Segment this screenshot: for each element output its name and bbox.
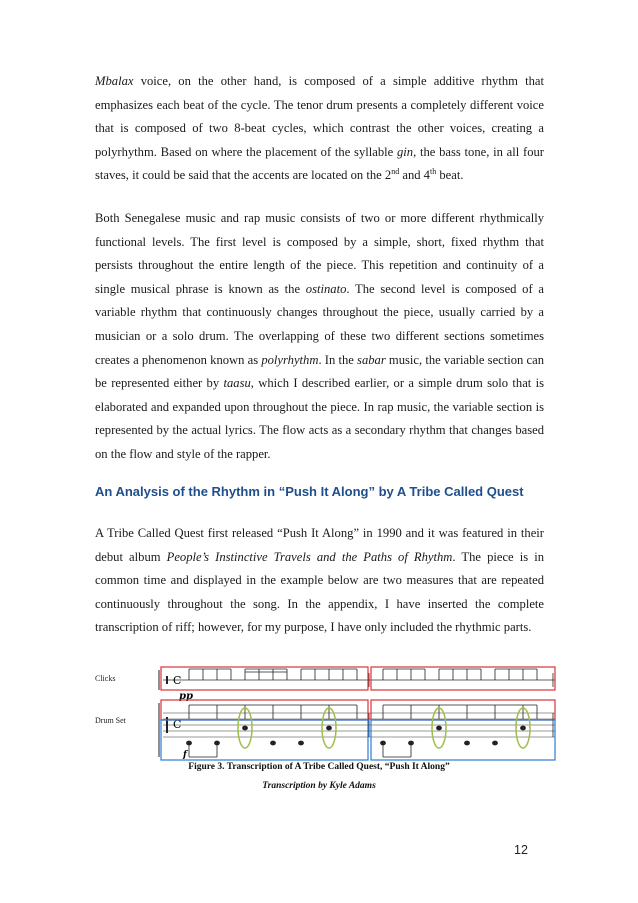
term-polyrhythm: polyrhythm [261,352,319,367]
paragraph-mbalax: Mbalax voice, on the other hand, is composed of a simple additive rhythm that emphasizes each beat of the cycle. The tenor drum presents a completely different voice that is composed of two 8-beat cycles, which contrast the other voices, creating a polyrhythm. Based on where the placement of the syllable gin, the bass tone, in all four staves, it could be said that the accents are located on the 2nd and 4th beat. [95,74,544,183]
drum-set-staff [163,705,555,760]
blue-box-drums-m2 [371,720,555,760]
red-box-drums-m2 [371,700,555,720]
red-box-clicks-m1 [161,667,368,690]
paragraph-push-it-along: A Tribe Called Quest first released “Push It Along” in 1990 and it was featured in their debut album People’s Instinctive Travels and the Paths of Rhythm. The piece is in common time and displayed in the example below are two measures that are repeated continuously throughout the song. In the appendix, I have inserted the complete transcription of riff; however, for my purpose, I have only included the rhythmic parts. [95,526,544,635]
clicks-notes [189,669,537,680]
clicks-label: Clicks [95,674,116,683]
term-mbalax: Mbalax [95,74,134,88]
paragraph-functional-levels: Both Senegalese music and rap music consists of two or more different rhythmically functional levels. The first level is composed by a simple, short, fixed rhythm that persists throughout the entire length of the piece. This repetition and continuity of a single musical phrase is known as the ostinato. The second level is composed of a variable rhythm that continuously changes throughout the piece, usually carried by a musician or a solo drum. The overlapping of these two different sections sometimes creates a phenomenon known as polyrhythm. In the sabar music, the variable section can be represented either by taasu, which I described earlier, or a simple drum solo that is elaborated and expanded upon throughout the piece. In rap music, the variable section is represented by the actual lyrics. The flow acts as a secondary rhythm that changes based on the flow and style of the rapper. [95,211,545,461]
red-box-clicks-m2 [371,667,555,690]
section-heading: An Analysis of the Rhythm in “Push It Along” by A Tribe Called Quest [95,484,524,499]
blue-box-drums-m1 [161,720,368,760]
term-sabar: sabar [357,352,386,367]
drum-set-label: Drum Set [95,716,126,725]
clicks-staff [163,669,555,702]
term-gin: gin [396,144,414,159]
album-title: People’s Instinctive Travels and the Paths of Rhythm [166,549,453,564]
svg-text:C: C [173,718,182,731]
time-signature: C [173,674,182,687]
dynamic-f: f [183,750,187,760]
page-number: 12 [514,843,528,857]
term-ostinato: ostinato [305,281,347,296]
music-transcription-figure [93,665,563,765]
dynamic-pp: pp [179,691,193,702]
term-taasu: taasu [223,376,251,391]
figure-caption: Figure 3. Transcription of A Tribe Called Quest, “Push It Along” [188,762,450,772]
figure-credit: Transcription by Kyle Adams [262,781,376,791]
red-box-drums-m1 [161,700,368,720]
